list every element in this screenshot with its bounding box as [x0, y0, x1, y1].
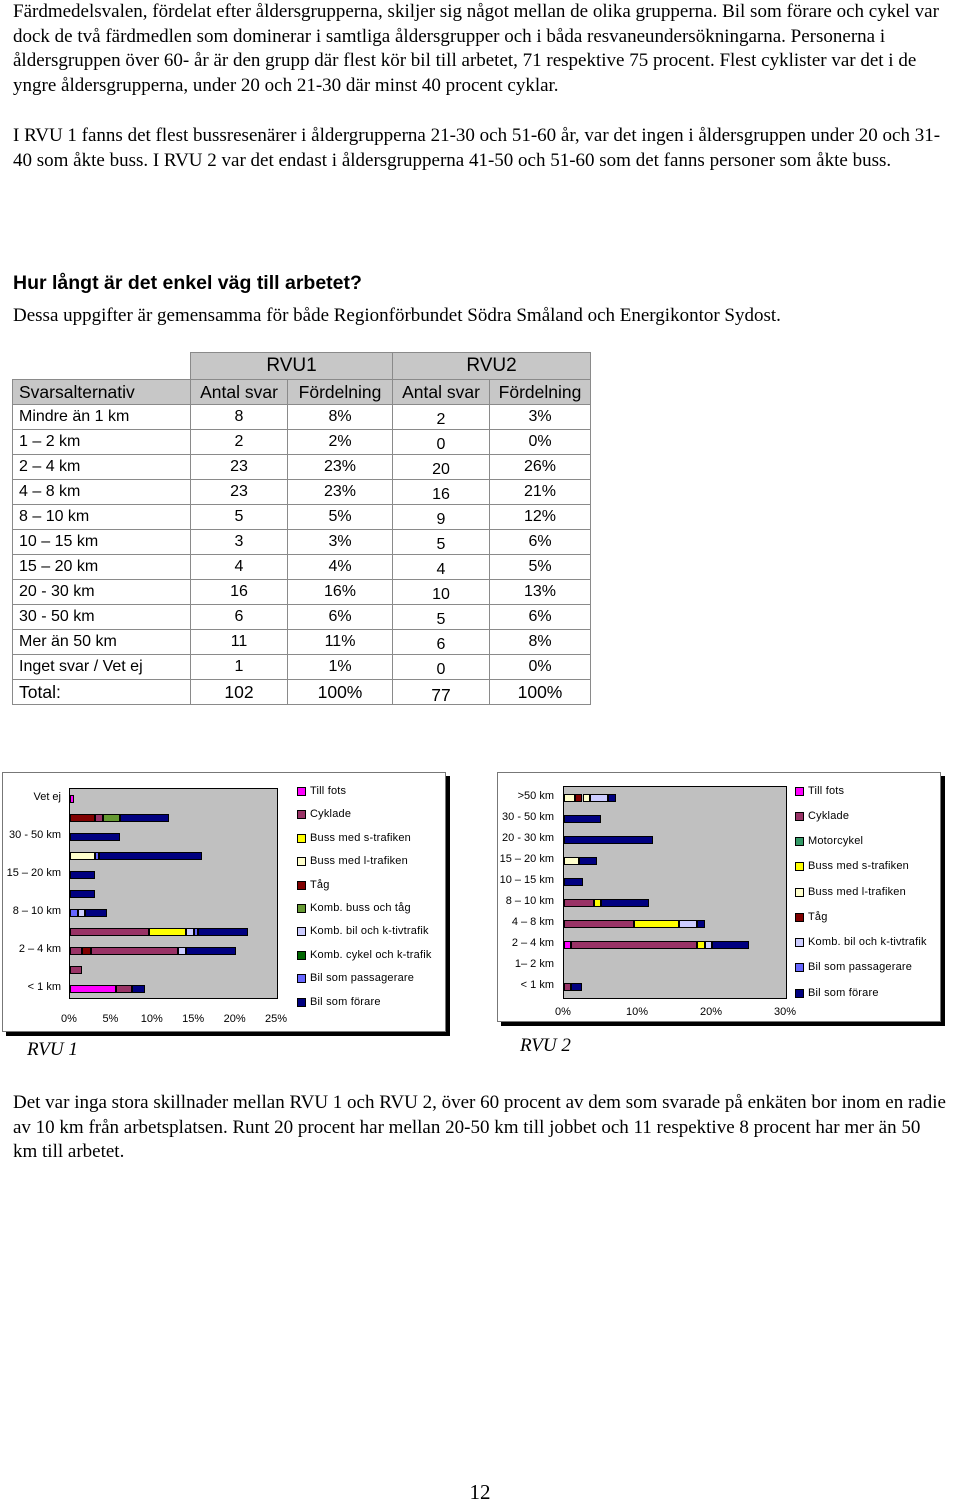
y-tick-label: 8 – 10 km — [12, 904, 61, 917]
bar-segment — [198, 928, 248, 936]
y-tick-label: 1– 2 km — [514, 958, 554, 971]
legend-label: Cyklade — [310, 808, 352, 820]
y-tick-label: 8 – 10 km — [505, 895, 554, 908]
table-cell: 3% — [288, 530, 393, 555]
bar-segment — [78, 909, 85, 917]
legend-label: Till fots — [808, 785, 845, 797]
table-row — [13, 480, 591, 505]
bar-segment — [70, 947, 82, 955]
table-cell: 23% — [288, 455, 393, 480]
y-tick-label: 15 – 20 km — [6, 866, 61, 879]
table-cell: 26% — [490, 455, 591, 480]
table-cell: 13% — [490, 580, 591, 605]
legend-label: Komb. buss och tåg — [310, 902, 411, 914]
table-cell: 11 — [191, 630, 288, 655]
y-tick-label: 20 - 30 km — [502, 831, 554, 844]
bar-segment — [116, 985, 133, 993]
x-tick-label: 30% — [773, 1006, 797, 1018]
table-cell: 5% — [288, 505, 393, 530]
bar-segment — [70, 814, 95, 822]
table-cell: 1 — [191, 655, 288, 680]
table-cell: 10 — [393, 580, 490, 605]
table-cell: Inget svar / Vet ej — [13, 655, 191, 680]
bar-segment — [634, 920, 678, 928]
table-cell: 6 — [191, 605, 288, 630]
table-row — [13, 605, 591, 630]
x-tick-label: 10% — [140, 1013, 163, 1025]
table-cell: 8% — [490, 630, 591, 655]
table-row — [13, 530, 591, 555]
bar-segment — [186, 928, 194, 936]
y-tick-label: 30 - 50 km — [502, 810, 554, 823]
y-tick-label: 2 – 4 km — [511, 937, 554, 950]
table-cell: 2 — [191, 430, 288, 455]
bar-segment — [608, 794, 615, 802]
table-cell: 6% — [288, 605, 393, 630]
table-cell: 16 — [393, 480, 490, 505]
table-cell: 10 – 15 km — [13, 530, 191, 555]
legend-label: Bil som förare — [808, 987, 879, 999]
legend-label: Cyklade — [808, 810, 850, 822]
legend-swatch — [297, 974, 306, 983]
legend-label: Buss med s-trafiken — [808, 860, 910, 872]
legend-swatch — [297, 951, 306, 960]
table-cell: 2 – 4 km — [13, 455, 191, 480]
legend-swatch — [795, 787, 804, 796]
bar-segment — [697, 941, 704, 949]
legend-swatch — [297, 881, 306, 890]
table-cell: 21% — [490, 480, 591, 505]
bar-segment — [590, 794, 609, 802]
paragraph-travel-mode: Färdmedelsvalen, fördelat efter åldersgrupperna, skiljer sig något mellan de olika grupperna. Bil som förare och cykel var dock de två färdmedlen som dominerar i samtliga åldersgrupper och i båda resvaneundersökningarna. Personerna i åldersgruppen över 60- år är den grupp där flest kör bil till arbetet, 71 respektive 75 procent. Flest cyklister var det i de yngre åldersgrupperna, under 20 och 21-30 där minst 40 procent cyklar. — [13, 1, 939, 96]
y-tick-label: < 1 km — [520, 979, 554, 992]
legend-swatch — [795, 862, 804, 871]
bar-segment — [564, 815, 601, 823]
table-cell: 5% — [490, 555, 591, 580]
y-tick-label: 30 - 50 km — [9, 828, 61, 841]
legend-label: Till fots — [310, 785, 347, 797]
legend-label: Buss med s-trafiken — [310, 832, 412, 844]
legend-swatch — [795, 989, 804, 998]
bar-segment — [579, 857, 598, 865]
bar-segment — [564, 983, 571, 991]
column-header: Antal svar — [393, 380, 490, 405]
table-cell: 8 — [191, 405, 288, 430]
chart-caption-rvu2: RVU 2 — [520, 1035, 571, 1056]
y-tick-label: 10 – 15 km — [499, 873, 554, 886]
column-header: Svarsalternativ — [13, 380, 191, 405]
bar-segment — [564, 920, 634, 928]
legend-swatch — [795, 837, 804, 846]
chart-caption-rvu1: RVU 1 — [27, 1039, 78, 1060]
legend-label: Bil som passagerare — [310, 972, 415, 984]
table-cell: 23% — [288, 480, 393, 505]
bar-segment — [583, 794, 590, 802]
bar-segment — [679, 920, 698, 928]
table-cell: 16 — [191, 580, 288, 605]
x-tick-label: 20% — [223, 1013, 246, 1025]
legend-label: Komb. bil och k-tivtrafik — [808, 936, 927, 948]
table-row — [13, 505, 591, 530]
table-cell: Mer än 50 km — [13, 630, 191, 655]
table-cell: 102 — [191, 680, 288, 705]
table-cell: 5 — [393, 530, 490, 555]
legend-label: Tåg — [808, 911, 828, 923]
x-tick-label: 10% — [625, 1006, 649, 1018]
table-cell: 0 — [393, 655, 490, 680]
column-header: Antal svar — [191, 380, 288, 405]
table-cell: 11% — [288, 630, 393, 655]
y-tick-label: 4 – 8 km — [511, 916, 554, 929]
table-cell: 4% — [288, 555, 393, 580]
bar-segment — [103, 814, 120, 822]
bar-segment — [564, 857, 579, 865]
legend-label: Buss med l-trafiken — [808, 886, 906, 898]
paragraph-summary: Det var inga stora skillnader mellan RVU 1 och RVU 2, över 60 procent av dem som svarade på enkäten bor inom en radie av 10 km från arbetsplatsen. Runt 20 procent har mellan 20-50 km till jobbet och 11 respektive 8 procent har mer än 50 km till arbetet. — [13, 1092, 946, 1162]
legend-swatch — [297, 787, 306, 796]
column-header: Fördelning — [288, 380, 393, 405]
bar-segment — [70, 909, 78, 917]
legend-label: Komb. bil och k-tivtrafik — [310, 925, 429, 937]
bar-segment — [70, 890, 95, 898]
legend-swatch — [297, 810, 306, 819]
bar-segment — [575, 794, 582, 802]
table-total-row — [13, 680, 591, 705]
table-row — [13, 580, 591, 605]
bar-segment — [70, 852, 95, 860]
table-cell: 4 – 8 km — [13, 480, 191, 505]
chart-rvu2 — [497, 772, 941, 1022]
table-header-row — [13, 380, 591, 405]
table-row — [13, 655, 591, 680]
bar-segment — [705, 941, 712, 949]
x-tick-label: 25% — [264, 1013, 288, 1025]
table-cell: 0% — [490, 430, 591, 455]
table-cell: 77 — [393, 680, 490, 705]
bar-segment — [149, 928, 186, 936]
chart-rvu1 — [2, 772, 446, 1032]
table-cell: 1 – 2 km — [13, 430, 191, 455]
bar-segment — [564, 836, 653, 844]
table-cell: Mindre än 1 km — [13, 405, 191, 430]
table-cell: 100% — [288, 680, 393, 705]
table-row — [13, 405, 591, 430]
bar-segment — [82, 947, 90, 955]
table-cell: 5 — [393, 605, 490, 630]
plot-area — [69, 788, 278, 999]
legend-swatch — [297, 834, 306, 843]
table-row — [13, 630, 591, 655]
table-cell: 6% — [490, 530, 591, 555]
table-cell: 3 — [191, 530, 288, 555]
x-tick-label: 20% — [699, 1006, 723, 1018]
bar-segment — [178, 947, 186, 955]
table-cell: 5 — [191, 505, 288, 530]
bar-segment — [70, 928, 149, 936]
bar-segment — [91, 947, 178, 955]
legend-swatch — [297, 998, 306, 1007]
bar-segment — [70, 985, 116, 993]
bar-segment — [95, 814, 103, 822]
table-cell: Total: — [13, 680, 191, 705]
legend-swatch — [297, 904, 306, 913]
table-cell: 0 — [393, 430, 490, 455]
legend-swatch — [795, 963, 804, 972]
legend-swatch — [297, 857, 306, 866]
legend-label: Motorcykel — [808, 835, 864, 847]
table-cell: 9 — [393, 505, 490, 530]
legend-label: Tåg — [310, 879, 330, 891]
table-cell: 15 – 20 km — [13, 555, 191, 580]
x-tick-label: 0% — [555, 1006, 571, 1018]
bar-segment — [564, 899, 594, 907]
x-tick-label: 5% — [102, 1013, 119, 1025]
table-row — [13, 455, 591, 480]
bar-segment — [70, 795, 74, 803]
legend-label: Bil som förare — [310, 996, 381, 1008]
plot-area — [563, 786, 787, 999]
table-cell: 0% — [490, 655, 591, 680]
bar-segment — [120, 814, 170, 822]
y-tick-label: >50 km — [517, 789, 554, 802]
table-cell: 23 — [191, 480, 288, 505]
table-cell: 3% — [490, 405, 591, 430]
table-cell: 2 — [393, 405, 490, 430]
bar-segment — [132, 985, 144, 993]
legend-swatch — [795, 938, 804, 947]
table-cell: 20 — [393, 455, 490, 480]
paragraph-bus-travel: I RVU 1 fanns det flest bussresenärer i åldergrupperna 21-30 och 51-60 år, var det ingen i åldersgruppen under 20 och 31-40 som åkte buss. I RVU 2 var det endast i åldersgrupperna 41-50 och 51-60 som det fanns personer som åkte buss. — [13, 125, 941, 171]
legend-swatch — [297, 927, 306, 936]
distance-table — [12, 352, 591, 705]
legend-swatch — [795, 888, 804, 897]
table-cell: 8% — [288, 405, 393, 430]
legend-swatch — [795, 812, 804, 821]
bar-segment — [186, 947, 236, 955]
bar-segment — [70, 966, 82, 974]
x-tick-label: 15% — [182, 1013, 205, 1025]
bar-segment — [571, 941, 697, 949]
table-cell: 100% — [490, 680, 591, 705]
table-cell: 8 – 10 km — [13, 505, 191, 530]
bar-segment — [85, 909, 107, 917]
bar-segment — [564, 941, 571, 949]
section-subline: Dessa uppgifter är gemensamma för både Regionförbundet Södra Småland och Energikontor Sydost. — [13, 305, 781, 326]
bar-segment — [594, 899, 601, 907]
table-group-row — [13, 353, 591, 380]
table-cell: 23 — [191, 455, 288, 480]
table-cell: 1% — [288, 655, 393, 680]
table-cell: 16% — [288, 580, 393, 605]
group-header-rvu1: RVU1 — [191, 353, 393, 380]
bar-segment — [99, 852, 203, 860]
legend-label: Komb. cykel och k-trafik — [310, 949, 432, 961]
table-cell: 20 - 30 km — [13, 580, 191, 605]
bar-segment — [564, 878, 583, 886]
x-tick-label: 0% — [61, 1013, 77, 1025]
legend-swatch — [795, 913, 804, 922]
bar-segment — [697, 920, 704, 928]
table-cell: 30 - 50 km — [13, 605, 191, 630]
section-heading: Hur långt är det enkel väg till arbetet? — [13, 272, 362, 294]
table-row — [13, 555, 591, 580]
bar-segment — [70, 871, 95, 879]
legend-label: Bil som passagerare — [808, 961, 913, 973]
bar-segment — [571, 983, 582, 991]
column-header: Fördelning — [490, 380, 591, 405]
table-cell: 6 — [393, 630, 490, 655]
bar-segment — [712, 941, 749, 949]
bar-segment — [70, 833, 120, 841]
group-header-rvu2: RVU2 — [393, 353, 591, 380]
table-row — [13, 430, 591, 455]
y-tick-label: < 1 km — [27, 980, 61, 993]
table-cell: 6% — [490, 605, 591, 630]
bar-segment — [601, 899, 649, 907]
y-tick-label: Vet ej — [33, 790, 61, 803]
y-tick-label: 2 – 4 km — [18, 942, 61, 955]
y-tick-label: 15 – 20 km — [499, 852, 554, 865]
table-cell: 12% — [490, 505, 591, 530]
table-cell: 4 — [393, 555, 490, 580]
legend-label: Buss med l-trafiken — [310, 855, 408, 867]
bar-segment — [564, 794, 575, 802]
table-cell: 4 — [191, 555, 288, 580]
page-number: 12 — [469, 1480, 491, 1504]
table-cell: 2% — [288, 430, 393, 455]
